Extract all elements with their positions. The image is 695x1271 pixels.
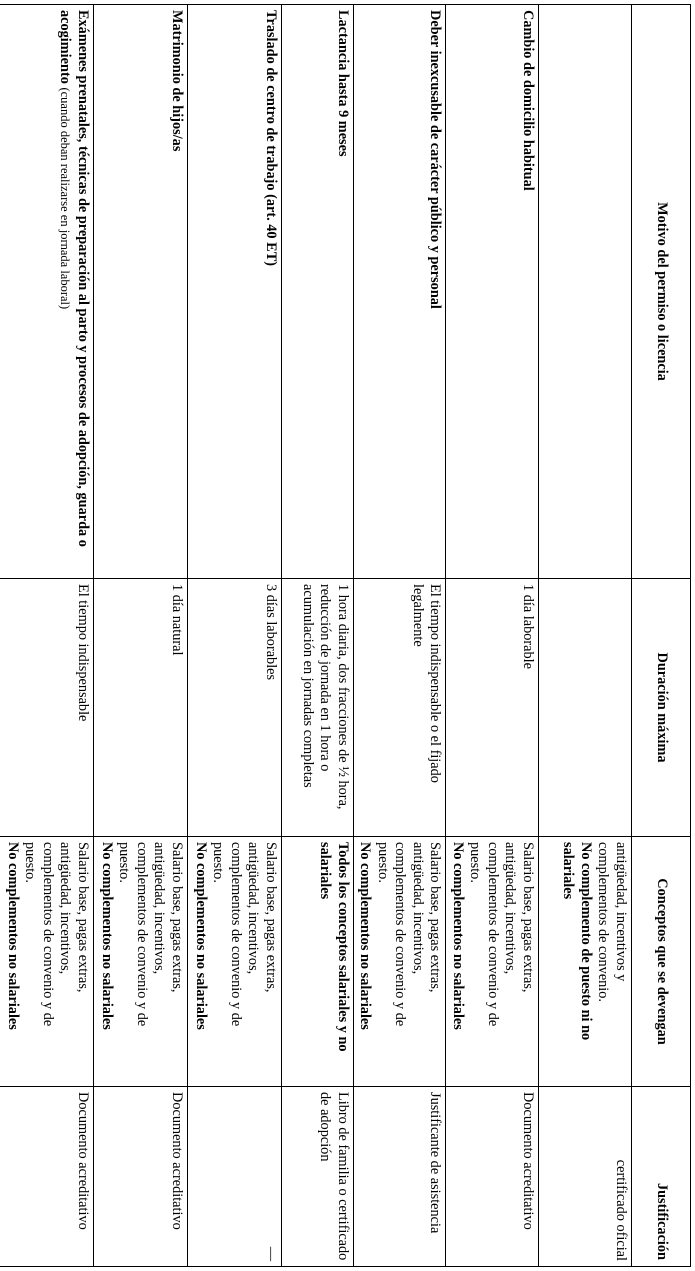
conceptos-line: Salario base, pagas extras, [427,842,444,993]
cell-motivo: Deber inexcusable de carácter público y personal [354,5,447,579]
conceptos-line: antigüedad, incentivos, [57,842,74,975]
table-row [446,5,539,1267]
cell-duracion: 1 día natural [94,579,188,837]
cell-justificacion: Documento acreditativo [0,1087,94,1267]
cell-motivo [0,5,94,579]
conceptos-line: Salario base, pagas extras, [520,842,536,993]
table-row [94,5,188,1267]
conceptos-bold: No complementos no salariales [99,842,115,1030]
conceptos-line: complementos de convenio y de [392,842,409,1027]
conceptos-line: complementos de convenio y de [134,842,150,1027]
cell-conceptos [539,837,632,1087]
conceptos-line: puesto. [467,842,484,883]
cell-motivo: Matrimonio de hijos/as [94,5,188,579]
conceptos-line: antigüedad, incentivos, [502,842,519,975]
conceptos-line: antigüedad, incentivos, [410,842,426,975]
header-motivo: Motivo del permiso o licencia [632,5,691,579]
conceptos-bold: Todos los conceptos salariales y no salariales [317,842,351,1052]
cell-duracion: El tiempo indispensable o el fijado legalmente [354,579,447,837]
cell-conceptos [0,837,94,1087]
conceptos-line: puesto. [22,842,39,883]
motivo-note: (cuando deban realizarse en jornada laboral) [58,87,73,310]
cell-duracion: El tiempo indispensable [0,579,94,837]
cell-motivo [539,5,632,579]
cell-justificacion: certificado oficial [539,1087,632,1267]
conceptos-line: complementos de convenio y de [40,842,56,1027]
conceptos-bold: No complementos no salariales [357,842,374,1030]
table-row [0,5,94,1267]
conceptos-line: antigüedad, incentivos, [245,842,262,975]
cell-justificacion: — [188,1087,282,1267]
conceptos-line: antigüedad, incentivos y [613,842,629,982]
cell-motivo: Cambio de domicilio habitual [446,5,539,579]
table-header-row [632,5,691,1267]
table-row [539,5,632,1267]
permisos-table [0,4,691,1267]
cell-duracion: 1 día laborable [446,579,539,837]
cell-conceptos [446,837,539,1087]
header-duracion: Duración máxima [632,579,691,837]
cell-justificacion: Justificante de asistencia [354,1087,447,1267]
table-row [354,5,447,1267]
conceptos-line: complementos de convenio y de [485,842,501,1027]
table-row [188,5,282,1267]
cell-duracion: 3 días laborables [188,579,282,837]
conceptos-line: complementos de convenio. [595,842,612,1003]
cell-justificacion: Documento acreditativo [94,1087,188,1267]
cell-justificacion: Documento acreditativo [446,1087,539,1267]
conceptos-line: Salario base, pagas extras, [263,842,279,993]
header-conceptos: Conceptos que se devengan [632,837,691,1087]
header-justificacion: Justificación [632,1087,691,1267]
cell-conceptos [354,837,447,1087]
cell-justificacion: Libro de familia o certificado de adopción [282,1087,354,1267]
motivo-text: Exámenes prenatales, técnicas de preparación al parto y procesos de adopción, guarda o acogimiento [57,10,91,547]
table-row [282,5,354,1267]
cell-conceptos [188,837,282,1087]
cell-conceptos [282,837,354,1087]
conceptos-line: puesto. [375,842,391,883]
conceptos-line: Salario base, pagas extras, [75,842,91,993]
cell-motivo: Traslado de centro de trabajo (art. 40 ET) [188,5,282,579]
conceptos-bold: No complementos no salariales [450,842,466,1030]
conceptos-line: puesto. [116,842,133,883]
conceptos-line: puesto. [210,842,227,883]
cell-conceptos [94,837,188,1087]
conceptos-line: complementos de convenio y de [228,842,244,1027]
cell-motivo: Lactancia hasta 9 meses [282,5,354,579]
cell-duracion [539,579,632,837]
conceptos-bold: No complementos no salariales [5,842,21,1030]
conceptos-line: antigüedad, incentivos, [151,842,168,975]
cell-duracion: 1 hora diaria, dos fracciones de ½ hora, reducción de jornada en 1 hora o acumulación en jornadas completas [282,579,354,837]
conceptos-bold: No complementos no salariales [193,842,209,1030]
conceptos-bold: No complemento de puesto ni no salariales [560,842,594,1041]
conceptos-line: Salario base, pagas extras, [169,842,185,993]
